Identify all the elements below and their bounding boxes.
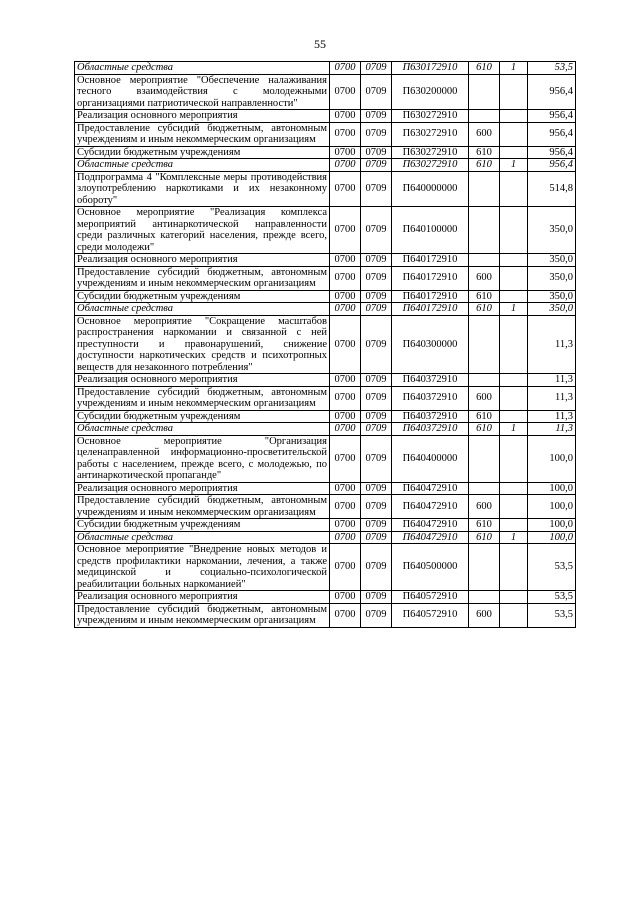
cell-name: Основное мероприятие "Сокращение масштабов распространения наркомании и связанной с ней преступности и правонарушений, снижение доступности наркотических средств и психотропных веществ для незаконного потребления" <box>75 315 330 374</box>
cell-funding-source <box>500 544 528 591</box>
cell-department-code: 0700 <box>330 62 361 75</box>
cell-section-code: 0709 <box>361 495 392 519</box>
cell-name: Подпрограмма 4 "Комплексные меры противодействия злоупотреблению наркотиками и их незаконному обороту" <box>75 171 330 207</box>
cell-name: Предоставление субсидий бюджетным, автономным учреждениям и иным некоммерческим организациям <box>75 386 330 410</box>
cell-name: Областные средства <box>75 303 330 316</box>
page-number: 55 <box>314 37 326 51</box>
cell-department-code: 0700 <box>330 374 361 387</box>
cell-name: Основное мероприятие "Внедрение новых методов и средств профилактики наркомании, лечения, а также медицинской и социально-психологической реабилитации больных наркоманией" <box>75 544 330 591</box>
table-row <box>75 374 576 387</box>
table-row <box>75 482 576 495</box>
cell-expense-type <box>469 374 500 387</box>
cell-target-article: П640372910 <box>392 410 469 423</box>
cell-section-code: 0709 <box>361 171 392 207</box>
cell-amount: 100,0 <box>528 435 576 482</box>
budget-table-body <box>75 62 576 628</box>
cell-target-article: П640472910 <box>392 531 469 544</box>
cell-name: Основное мероприятие "Организация целенаправленной информационно-просветительской работы с населением, прежде всего, с молодежью, по антинаркотической пропаганде" <box>75 435 330 482</box>
cell-funding-source <box>500 254 528 267</box>
cell-target-article: П640172910 <box>392 254 469 267</box>
cell-department-code: 0700 <box>330 435 361 482</box>
cell-amount: 514,8 <box>528 171 576 207</box>
cell-department-code: 0700 <box>330 171 361 207</box>
cell-section-code: 0709 <box>361 254 392 267</box>
table-row <box>75 62 576 75</box>
cell-name: Реализация основного мероприятия <box>75 482 330 495</box>
cell-section-code: 0709 <box>361 531 392 544</box>
cell-target-article: П640172910 <box>392 290 469 303</box>
cell-funding-source <box>500 435 528 482</box>
cell-expense-type: 600 <box>469 386 500 410</box>
cell-expense-type: 610 <box>469 531 500 544</box>
cell-target-article: П630272910 <box>392 110 469 123</box>
table-row <box>75 171 576 207</box>
table-row <box>75 254 576 267</box>
cell-section-code: 0709 <box>361 74 392 110</box>
cell-name: Субсидии бюджетным учреждениям <box>75 410 330 423</box>
cell-amount: 350,0 <box>528 303 576 316</box>
cell-expense-type: 610 <box>469 159 500 172</box>
cell-funding-source <box>500 603 528 627</box>
cell-amount: 350,0 <box>528 290 576 303</box>
cell-target-article: П640172910 <box>392 266 469 290</box>
cell-funding-source: 1 <box>500 62 528 75</box>
cell-expense-type <box>469 435 500 482</box>
cell-department-code: 0700 <box>330 207 361 254</box>
table-row <box>75 207 576 254</box>
cell-section-code: 0709 <box>361 290 392 303</box>
table-row <box>75 519 576 532</box>
cell-expense-type: 600 <box>469 122 500 146</box>
cell-section-code: 0709 <box>361 110 392 123</box>
cell-amount: 350,0 <box>528 207 576 254</box>
cell-amount: 11,3 <box>528 410 576 423</box>
cell-expense-type <box>469 207 500 254</box>
cell-target-article: П630272910 <box>392 122 469 146</box>
cell-section-code: 0709 <box>361 315 392 374</box>
cell-department-code: 0700 <box>330 110 361 123</box>
cell-target-article: П630200000 <box>392 74 469 110</box>
cell-funding-source: 1 <box>500 159 528 172</box>
cell-amount: 53,5 <box>528 62 576 75</box>
cell-name: Реализация основного мероприятия <box>75 591 330 604</box>
cell-target-article: П640400000 <box>392 435 469 482</box>
cell-department-code: 0700 <box>330 423 361 436</box>
cell-department-code: 0700 <box>330 386 361 410</box>
cell-expense-type: 610 <box>469 423 500 436</box>
cell-amount: 100,0 <box>528 519 576 532</box>
cell-target-article: П640172910 <box>392 303 469 316</box>
cell-expense-type <box>469 315 500 374</box>
table-row <box>75 603 576 627</box>
cell-section-code: 0709 <box>361 159 392 172</box>
cell-section-code: 0709 <box>361 423 392 436</box>
table-row <box>75 290 576 303</box>
cell-funding-source <box>500 410 528 423</box>
cell-department-code: 0700 <box>330 495 361 519</box>
cell-amount: 11,3 <box>528 386 576 410</box>
cell-funding-source <box>500 74 528 110</box>
cell-section-code: 0709 <box>361 207 392 254</box>
cell-name: Реализация основного мероприятия <box>75 254 330 267</box>
cell-expense-type: 600 <box>469 266 500 290</box>
table-row <box>75 423 576 436</box>
cell-department-code: 0700 <box>330 290 361 303</box>
cell-target-article: П640372910 <box>392 423 469 436</box>
cell-department-code: 0700 <box>330 531 361 544</box>
cell-section-code: 0709 <box>361 374 392 387</box>
cell-name: Областные средства <box>75 159 330 172</box>
cell-name: Предоставление субсидий бюджетным, автономным учреждениям и иным некоммерческим организациям <box>75 266 330 290</box>
table-row <box>75 146 576 159</box>
cell-section-code: 0709 <box>361 146 392 159</box>
table-row <box>75 531 576 544</box>
cell-department-code: 0700 <box>330 410 361 423</box>
cell-expense-type <box>469 171 500 207</box>
cell-department-code: 0700 <box>330 254 361 267</box>
cell-section-code: 0709 <box>361 544 392 591</box>
cell-expense-type <box>469 591 500 604</box>
cell-amount: 100,0 <box>528 531 576 544</box>
cell-expense-type <box>469 74 500 110</box>
cell-target-article: П630272910 <box>392 159 469 172</box>
cell-department-code: 0700 <box>330 266 361 290</box>
cell-department-code: 0700 <box>330 315 361 374</box>
cell-expense-type: 610 <box>469 62 500 75</box>
cell-name: Субсидии бюджетным учреждениям <box>75 146 330 159</box>
cell-amount: 956,4 <box>528 122 576 146</box>
table-row <box>75 435 576 482</box>
cell-target-article: П640372910 <box>392 374 469 387</box>
table-row <box>75 159 576 172</box>
table-row <box>75 315 576 374</box>
cell-funding-source <box>500 482 528 495</box>
cell-expense-type: 610 <box>469 146 500 159</box>
cell-amount: 956,4 <box>528 146 576 159</box>
cell-target-article: П630272910 <box>392 146 469 159</box>
cell-section-code: 0709 <box>361 603 392 627</box>
cell-department-code: 0700 <box>330 603 361 627</box>
cell-funding-source: 1 <box>500 303 528 316</box>
cell-target-article: П640472910 <box>392 495 469 519</box>
cell-name: Реализация основного мероприятия <box>75 110 330 123</box>
table-row <box>75 74 576 110</box>
table-row <box>75 544 576 591</box>
table-row <box>75 110 576 123</box>
cell-expense-type: 600 <box>469 495 500 519</box>
cell-expense-type: 610 <box>469 290 500 303</box>
cell-section-code: 0709 <box>361 482 392 495</box>
cell-funding-source: 1 <box>500 423 528 436</box>
cell-funding-source <box>500 207 528 254</box>
cell-name: Областные средства <box>75 531 330 544</box>
cell-name: Предоставление субсидий бюджетным, автономным учреждениям и иным некоммерческим организациям <box>75 495 330 519</box>
cell-amount: 11,3 <box>528 374 576 387</box>
cell-funding-source <box>500 266 528 290</box>
cell-name: Реализация основного мероприятия <box>75 374 330 387</box>
cell-name: Субсидии бюджетным учреждениям <box>75 290 330 303</box>
cell-target-article: П640300000 <box>392 315 469 374</box>
cell-amount: 956,4 <box>528 159 576 172</box>
table-row <box>75 386 576 410</box>
cell-section-code: 0709 <box>361 122 392 146</box>
cell-funding-source <box>500 146 528 159</box>
cell-funding-source <box>500 386 528 410</box>
cell-name: Предоставление субсидий бюджетным, автономным учреждениям и иным некоммерческим организациям <box>75 603 330 627</box>
cell-department-code: 0700 <box>330 303 361 316</box>
cell-section-code: 0709 <box>361 410 392 423</box>
cell-department-code: 0700 <box>330 146 361 159</box>
cell-amount: 53,5 <box>528 603 576 627</box>
cell-section-code: 0709 <box>361 519 392 532</box>
cell-department-code: 0700 <box>330 159 361 172</box>
table-row <box>75 303 576 316</box>
cell-funding-source <box>500 315 528 374</box>
cell-name: Основное мероприятие "Обеспечение налаживания тесного взаимодействия с молодежными организациями патриотической направленности" <box>75 74 330 110</box>
cell-section-code: 0709 <box>361 386 392 410</box>
cell-expense-type <box>469 254 500 267</box>
cell-section-code: 0709 <box>361 591 392 604</box>
cell-section-code: 0709 <box>361 435 392 482</box>
cell-amount: 11,3 <box>528 423 576 436</box>
cell-target-article: П640000000 <box>392 171 469 207</box>
cell-target-article: П640472910 <box>392 482 469 495</box>
cell-funding-source <box>500 495 528 519</box>
cell-target-article: П640372910 <box>392 386 469 410</box>
cell-expense-type: 600 <box>469 603 500 627</box>
cell-amount: 53,5 <box>528 544 576 591</box>
cell-target-article: П640572910 <box>392 603 469 627</box>
cell-target-article: П640472910 <box>392 519 469 532</box>
table-row <box>75 122 576 146</box>
cell-expense-type: 610 <box>469 303 500 316</box>
cell-department-code: 0700 <box>330 519 361 532</box>
cell-department-code: 0700 <box>330 482 361 495</box>
cell-name: Областные средства <box>75 62 330 75</box>
table-row <box>75 495 576 519</box>
cell-name: Областные средства <box>75 423 330 436</box>
cell-funding-source <box>500 374 528 387</box>
cell-funding-source <box>500 519 528 532</box>
cell-amount: 956,4 <box>528 74 576 110</box>
cell-department-code: 0700 <box>330 591 361 604</box>
cell-target-article: П640500000 <box>392 544 469 591</box>
cell-expense-type <box>469 544 500 591</box>
cell-funding-source <box>500 591 528 604</box>
cell-name: Предоставление субсидий бюджетным, автономным учреждениям и иным некоммерческим организациям <box>75 122 330 146</box>
table-row <box>75 591 576 604</box>
cell-department-code: 0700 <box>330 122 361 146</box>
cell-section-code: 0709 <box>361 266 392 290</box>
cell-target-article: П640572910 <box>392 591 469 604</box>
cell-target-article: П630172910 <box>392 62 469 75</box>
cell-target-article: П640100000 <box>392 207 469 254</box>
cell-name: Основное мероприятие "Реализация комплекса мероприятий антинаркотической направленности среди различных категорий населения, прежде всего, среди молодежи" <box>75 207 330 254</box>
cell-amount: 53,5 <box>528 591 576 604</box>
cell-amount: 956,4 <box>528 110 576 123</box>
cell-amount: 100,0 <box>528 482 576 495</box>
cell-department-code: 0700 <box>330 544 361 591</box>
cell-amount: 350,0 <box>528 266 576 290</box>
cell-funding-source <box>500 290 528 303</box>
cell-amount: 100,0 <box>528 495 576 519</box>
cell-name: Субсидии бюджетным учреждениям <box>75 519 330 532</box>
cell-expense-type <box>469 482 500 495</box>
cell-expense-type: 610 <box>469 410 500 423</box>
cell-amount: 350,0 <box>528 254 576 267</box>
cell-expense-type: 610 <box>469 519 500 532</box>
cell-department-code: 0700 <box>330 74 361 110</box>
cell-funding-source: 1 <box>500 531 528 544</box>
table-row <box>75 266 576 290</box>
budget-table <box>74 61 576 628</box>
cell-amount: 11,3 <box>528 315 576 374</box>
table-row <box>75 410 576 423</box>
cell-expense-type <box>469 110 500 123</box>
cell-funding-source <box>500 110 528 123</box>
cell-funding-source <box>500 122 528 146</box>
cell-section-code: 0709 <box>361 303 392 316</box>
cell-funding-source <box>500 171 528 207</box>
cell-section-code: 0709 <box>361 62 392 75</box>
